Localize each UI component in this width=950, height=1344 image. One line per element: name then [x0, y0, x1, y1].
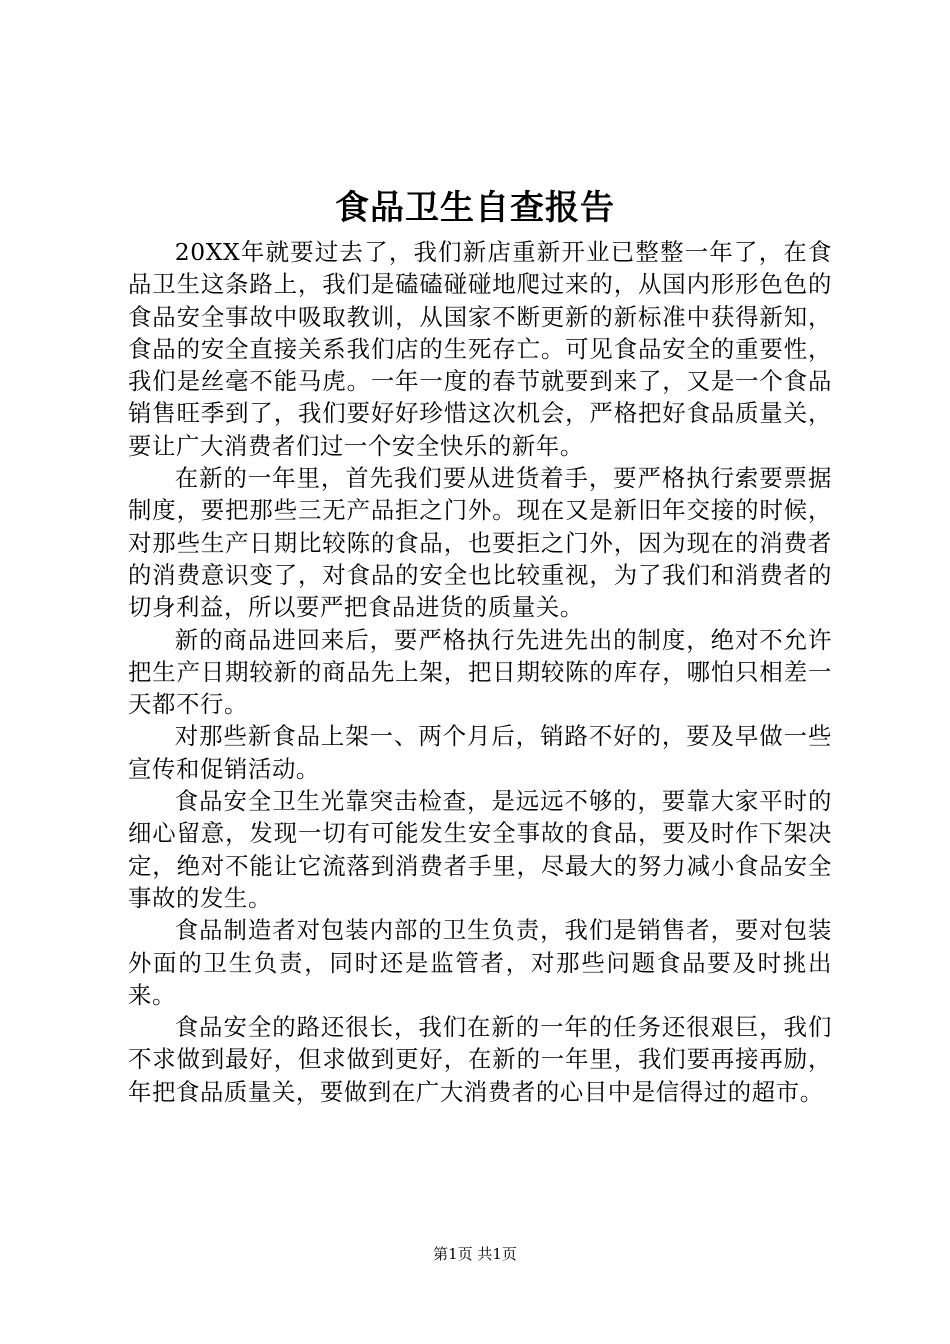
paragraph-4: 对那些新食品上架一、两个月后，销路不好的，要及早做一些宣传和促销活动。	[128, 722, 832, 783]
page-number-footer: 第1页 共1页	[433, 1245, 517, 1263]
paragraph-2: 在新的一年里，首先我们要从进货着手，要严格执行索要票据制度，要把那些三无产品拒之门外。现在又是新旧年交接的时候，对那些生产日期比较陈的食品，也要拒之门外，因为现在的消费者的消费意识变了，对食品的安全也比较重视，为了我们和消费者的切身利益，所以要严把食品进货的质量关。	[128, 464, 832, 622]
paragraph-6: 食品制造者对包装内部的卫生负责，我们是销售者，要对包装外面的卫生负责，同时还是监管者，对那些问题食品要及时挑出来。	[128, 916, 832, 1009]
paragraph-5: 食品安全卫生光靠突击检查，是远远不够的，要靠大家平时的细心留意，发现一切有可能发生安全事故的食品，要及时作下架决定，绝对不能让它流落到消费者手里，尽最大的努力减小食品安全事故的发生。	[128, 787, 832, 912]
paragraph-1: 20XX年就要过去了，我们新店重新开业已整整一年了，在食品卫生这条路上，我们是磕磕碰碰地爬过来的，从国内形形色色的食品安全事故中吸取教训，从国家不断更新的新标准中获得新知，食品的安全直接关系我们店的生死存亡。可见食品安全的重要性，我们是丝毫不能马虎。一年一度的春节就要到来了，又是一个食品销售旺季到了，我们要好好珍惜这次机会，严格把好食品质量关，要让广大消费者们过一个安全快乐的新年。	[128, 238, 832, 460]
document-body	[128, 236, 832, 1108]
paragraph-3: 新的商品进回来后，要严格执行先进先出的制度，绝对不允许把生产日期较新的商品先上架，把日期较陈的库存，哪怕只相差一天都不行。	[128, 625, 832, 719]
paragraph-7: 食品安全的路还很长，我们在新的一年的任务还很艰巨，我们不求做到最好，但求做到更好，在新的一年里，我们要再接再励，年把食品质量关，要做到在广大消费者的心目中是信得过的超市。	[128, 1013, 832, 1106]
document-title: 食品卫生自查报告	[335, 188, 615, 228]
